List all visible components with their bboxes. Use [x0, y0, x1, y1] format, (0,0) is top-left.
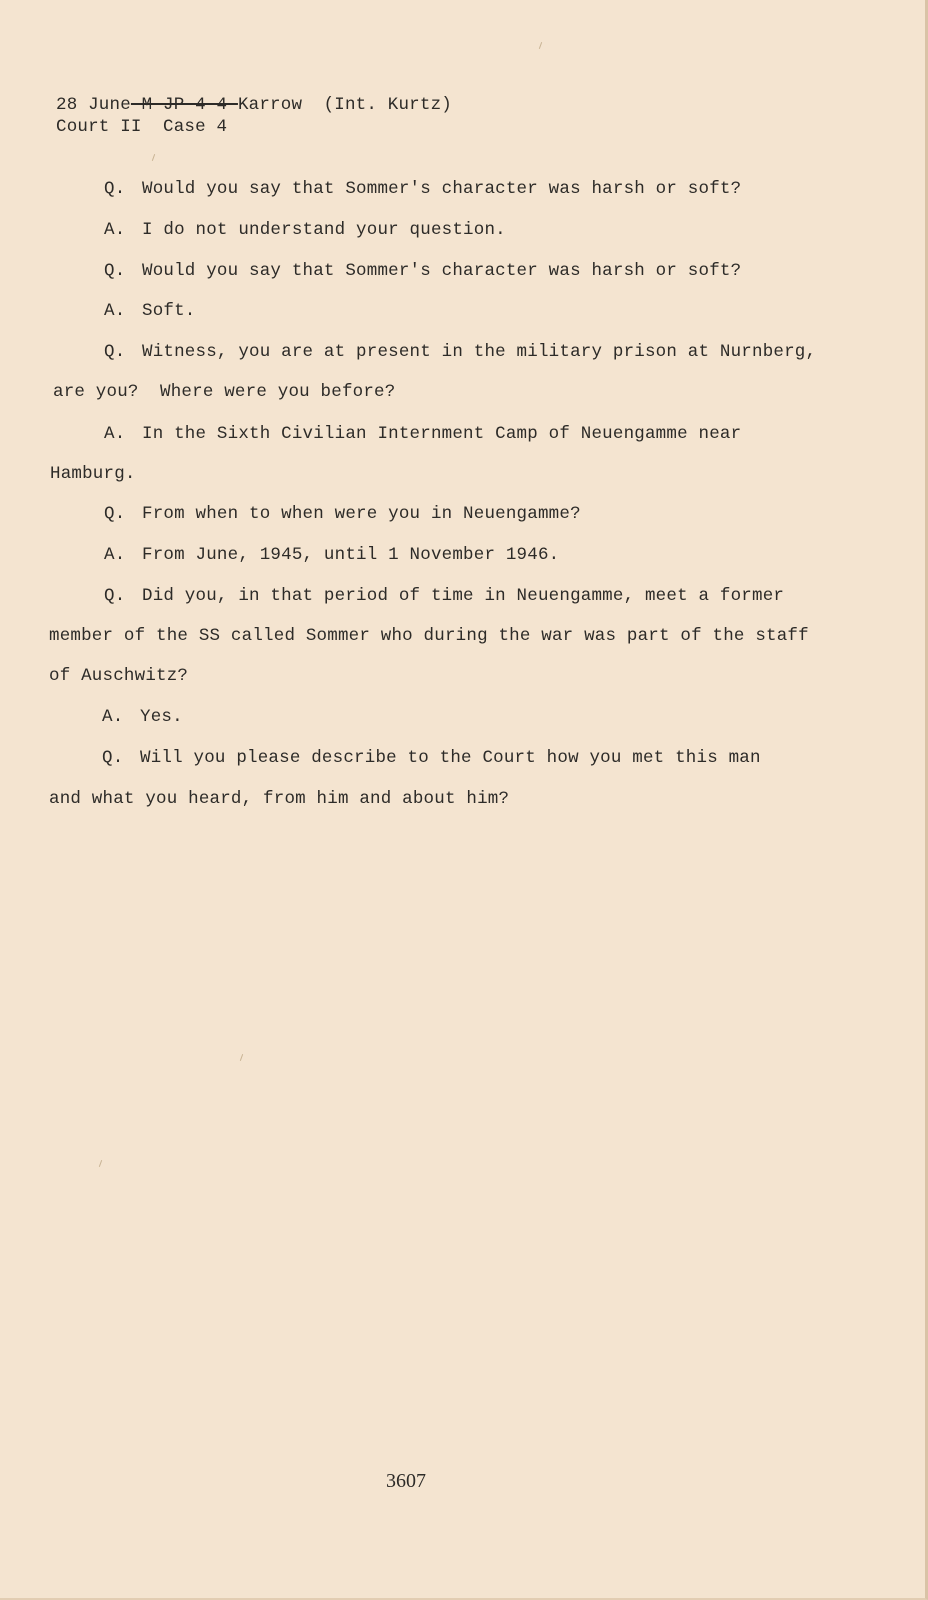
speaker-marker: Q.: [104, 342, 126, 362]
speaker-marker: Q.: [104, 504, 126, 524]
transcript-line: [104, 219, 506, 241]
paper-speck: [240, 1054, 243, 1061]
transcript-line: [104, 503, 581, 525]
transcript-continuation-line: are you? Where were you before?: [53, 382, 396, 402]
transcript-line: [104, 260, 741, 282]
line-text: Soft.: [142, 301, 196, 321]
speaker-marker: A.: [104, 545, 126, 565]
transcript-line: [104, 341, 816, 363]
paper-speck: [152, 154, 155, 161]
transcript-line: [104, 544, 559, 566]
speaker-marker: Q.: [104, 586, 126, 606]
line-text: Will you please describe to the Court how you met this man: [140, 748, 761, 768]
speaker-marker: Q.: [104, 261, 126, 281]
line-text: In the Sixth Civilian Internment Camp of Neuengamme near: [142, 424, 742, 444]
transcript-line: [104, 423, 741, 445]
speaker-marker: A.: [102, 707, 124, 727]
paper-speck: [99, 1160, 102, 1167]
transcript-continuation-line: member of the SS called Sommer who during the war was part of the staff: [49, 626, 809, 646]
speaker-marker: A.: [104, 220, 126, 240]
header-date: 28 June: [56, 95, 131, 115]
transcript-line: [102, 706, 183, 728]
speaker-marker: A.: [104, 424, 126, 444]
speaker-marker: A.: [104, 301, 126, 321]
transcript-line: [104, 585, 784, 607]
transcript-line: [102, 747, 761, 769]
line-text: From June, 1945, until 1 November 1946.: [142, 545, 560, 565]
line-text: From when to when were you in Neuengamme?: [142, 504, 581, 524]
line-text: Did you, in that period of time in Neuengamme, meet a former: [142, 586, 785, 606]
line-text: Yes.: [140, 707, 183, 727]
header-date-line: [56, 95, 452, 115]
header-court-case: Court II Case 4: [56, 117, 228, 137]
speaker-marker: Q.: [102, 748, 124, 768]
speaker-marker: Q.: [104, 179, 126, 199]
transcript-continuation-line: of Auschwitz?: [49, 666, 189, 686]
header-struck-code: -M-JP-4-4-: [130, 95, 238, 115]
paper-speck: [539, 42, 542, 49]
line-text: I do not understand your question.: [142, 220, 506, 240]
transcript-line: [104, 300, 196, 322]
line-text: Would you say that Sommer's character was harsh or soft?: [142, 179, 742, 199]
header-witness: Karrow (Int. Kurtz): [237, 95, 452, 115]
page-number: 3607: [386, 1470, 426, 1492]
line-text: Would you say that Sommer's character was harsh or soft?: [142, 261, 742, 281]
transcript-continuation-line: and what you heard, from him and about him?: [49, 789, 510, 809]
transcript-continuation-line: Hamburg.: [50, 464, 136, 484]
transcript-line: [104, 178, 741, 200]
line-text: Witness, you are at present in the military prison at Nurnberg,: [142, 342, 817, 362]
